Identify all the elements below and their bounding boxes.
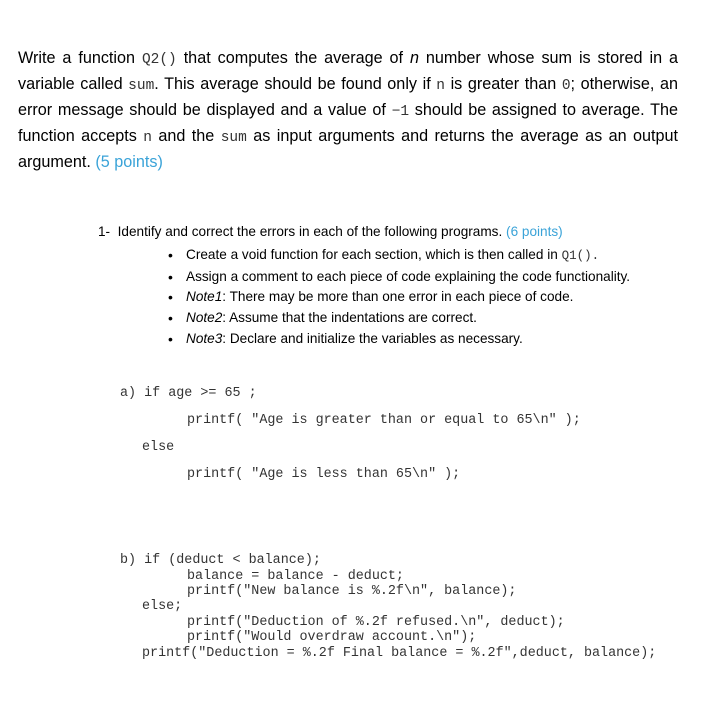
note-label: Note3	[186, 330, 223, 346]
points-label: (5 points)	[95, 153, 163, 171]
item-text: Create a void function for each section, which is then called in	[186, 247, 562, 262]
code-line: else	[142, 440, 175, 455]
instruction-list	[168, 245, 630, 350]
code-line: printf( "Age is less than 65\n" );	[187, 467, 461, 482]
function-name: Q2()	[141, 52, 177, 68]
value-zero: 0	[561, 78, 571, 94]
variable-n: n	[436, 78, 445, 94]
item-text: : Declare and initialize the variables as necessary.	[222, 330, 523, 346]
list-item	[168, 245, 630, 267]
code-line: printf( "Age is greater than or equal to 65\n" );	[187, 413, 581, 428]
item-text: Assign a comment to each piece of code explaining the code functionality.	[186, 268, 631, 284]
note-label: Note2	[186, 310, 223, 326]
text: that computes the average of	[176, 49, 410, 67]
variable-n: n	[409, 49, 419, 67]
value-neg-one: −1	[391, 104, 410, 120]
question-number: 1-	[98, 224, 111, 239]
item-text: : There may be more than one error in each piece of code.	[222, 289, 574, 305]
text: number whose sum is stored in a variable called	[18, 49, 678, 93]
problem-statement	[18, 46, 678, 174]
text: as input arguments and returns the average as an output argument.	[18, 127, 678, 171]
code-line: printf("Would overdraw account.\n");	[187, 630, 477, 645]
variable-n: n	[143, 130, 152, 146]
code-line: printf("Deduction = %.2f Final balance = %.2f",deduct, balance);	[142, 646, 657, 661]
code-line: else;	[142, 599, 183, 614]
code-line: a) if age >= 65 ;	[120, 386, 257, 401]
question-text: Identify and correct the errors in each of the following programs.	[117, 224, 503, 239]
code-line: b) if (deduct < balance);	[120, 553, 321, 568]
list-item	[168, 329, 630, 350]
list-item	[168, 287, 630, 308]
note-label: Note1	[186, 289, 223, 305]
variable-sum: sum	[128, 78, 155, 94]
question-heading	[98, 222, 563, 242]
text: should be assigned to average. The function accepts	[18, 101, 678, 145]
code-line: balance = balance - deduct;	[187, 569, 404, 584]
text: . This average should be found only if	[154, 75, 437, 93]
text: and the	[152, 127, 221, 145]
code-line: printf("Deduction of %.2f refused.\n", deduct);	[187, 615, 565, 630]
function-name: Q1().	[561, 249, 600, 263]
list-item	[168, 267, 630, 288]
code-line: printf("New balance is %.2f\n", balance);	[187, 584, 517, 599]
list-item	[168, 308, 630, 329]
item-text: : Assume that the indentations are correct.	[222, 310, 477, 326]
variable-sum: sum	[220, 130, 247, 146]
text: is greater than	[444, 75, 562, 93]
text: Write a function	[18, 49, 142, 67]
points-label: (6 points)	[506, 224, 563, 239]
text: ; otherwise, an error message should be displayed and a value of	[18, 75, 678, 119]
